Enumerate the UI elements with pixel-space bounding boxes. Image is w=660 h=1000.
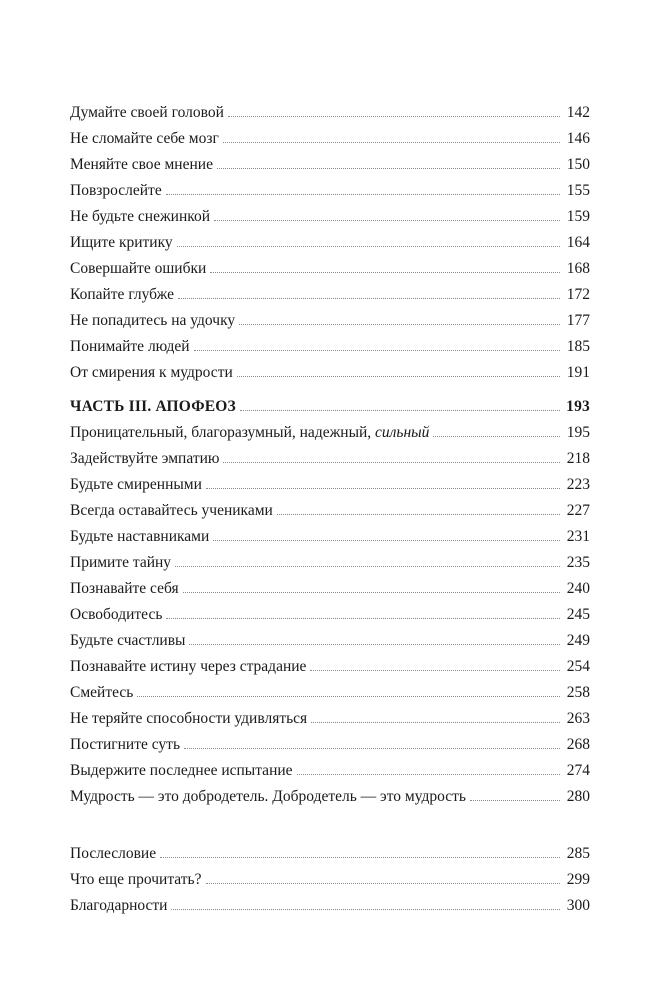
dot-leader <box>177 246 560 247</box>
toc-entry[interactable] <box>70 680 590 706</box>
toc-entry-page: 285 <box>566 845 590 862</box>
toc-entry-title: От смирения к мудрости <box>70 364 233 381</box>
dot-leader <box>189 644 560 645</box>
toc-entry-page: 299 <box>566 871 590 888</box>
toc-entry[interactable] <box>70 654 590 680</box>
dot-leader <box>310 670 560 671</box>
toc-entry-title: Совершайте ошибки <box>70 260 207 277</box>
toc-entry[interactable] <box>70 178 590 204</box>
toc-entry-page: 258 <box>566 684 590 701</box>
toc-entry-page: 218 <box>566 450 590 467</box>
toc-entry-page: 142 <box>566 104 590 121</box>
table-of-contents <box>70 100 590 919</box>
toc-entry-page: 249 <box>566 632 590 649</box>
toc-entry[interactable] <box>70 841 590 867</box>
dot-leader <box>228 116 560 117</box>
dot-leader <box>184 748 560 749</box>
part-heading[interactable] <box>70 394 590 420</box>
toc-entry[interactable] <box>70 472 590 498</box>
toc-entry-page: 172 <box>566 286 590 303</box>
toc-entry-page: 146 <box>566 130 590 147</box>
toc-entry-title: Благодарности <box>70 897 168 914</box>
toc-entry[interactable] <box>70 784 590 810</box>
toc-entry-page: 268 <box>566 736 590 753</box>
toc-entry[interactable] <box>70 602 590 628</box>
dot-leader <box>237 376 560 377</box>
toc-entry-title: Смейтесь <box>70 684 134 701</box>
dot-leader <box>217 168 560 169</box>
dot-leader <box>240 410 560 411</box>
toc-entry-title: Познавайте себя <box>70 580 179 597</box>
toc-section-part-3 <box>70 394 590 810</box>
toc-entry-title: Будьте счастливы <box>70 632 186 649</box>
toc-entry[interactable] <box>70 152 590 178</box>
dot-leader <box>297 774 560 775</box>
toc-entry-page: 274 <box>566 762 590 779</box>
toc-entry-page: 168 <box>566 260 590 277</box>
toc-entry[interactable] <box>70 867 590 893</box>
dot-leader <box>166 618 560 619</box>
toc-entry-page: 227 <box>566 502 590 519</box>
toc-entry[interactable] <box>70 732 590 758</box>
toc-entry-title: Будьте смиренными <box>70 476 202 493</box>
toc-entry-title: Понимайте людей <box>70 338 190 355</box>
toc-entry-page: 155 <box>566 182 590 199</box>
toc-entry-title: Всегда оставайтесь учениками <box>70 502 273 519</box>
toc-entry-title: Освободитесь <box>70 606 163 623</box>
dot-leader <box>206 883 561 884</box>
toc-entry-page: 231 <box>566 528 590 545</box>
toc-entry-title: Что еще прочитать? <box>70 871 202 888</box>
dot-leader <box>183 592 560 593</box>
toc-entry-page: 223 <box>566 476 590 493</box>
toc-entry[interactable] <box>70 550 590 576</box>
toc-entry-page: 235 <box>566 554 590 571</box>
toc-entry[interactable] <box>70 893 590 919</box>
toc-entry[interactable] <box>70 420 590 446</box>
toc-entry-title: Думайте своей головой <box>70 104 224 121</box>
dot-leader <box>214 220 560 221</box>
toc-entry-page: 177 <box>566 312 590 329</box>
toc-section-back-matter <box>70 841 590 919</box>
dot-leader <box>433 436 560 437</box>
toc-entry[interactable] <box>70 758 590 784</box>
toc-entry[interactable] <box>70 334 590 360</box>
toc-entry-title: Задействуйте эмпатию <box>70 450 220 467</box>
section-spacer <box>70 386 590 394</box>
toc-entry-title-text: Проницательный, благоразумный, надежный, <box>70 424 376 441</box>
toc-entry-title <box>70 420 433 446</box>
toc-entry[interactable] <box>70 498 590 524</box>
dot-leader <box>166 194 560 195</box>
toc-entry-page: 150 <box>566 156 590 173</box>
dot-leader <box>277 514 560 515</box>
section-spacer <box>70 810 590 841</box>
dot-leader <box>178 298 560 299</box>
toc-entry[interactable] <box>70 706 590 732</box>
toc-entry-page: 240 <box>566 580 590 597</box>
toc-entry-page: 159 <box>566 208 590 225</box>
dot-leader <box>175 566 560 567</box>
toc-entry-title: Познавайте истину через страдание <box>70 658 307 675</box>
dot-leader <box>160 857 560 858</box>
toc-entry-title: Выдержите последнее испытание <box>70 762 293 779</box>
dot-leader <box>223 462 560 463</box>
dot-leader <box>171 909 560 910</box>
toc-entry-page: 280 <box>566 788 590 805</box>
toc-entry[interactable] <box>70 282 590 308</box>
dot-leader <box>470 800 560 801</box>
toc-entry[interactable] <box>70 100 590 126</box>
dot-leader <box>213 540 560 541</box>
toc-entry[interactable] <box>70 628 590 654</box>
dot-leader <box>206 488 560 489</box>
toc-entry[interactable] <box>70 524 590 550</box>
toc-entry-title: Ищите критику <box>70 234 173 251</box>
toc-entry[interactable] <box>70 576 590 602</box>
toc-entry-page: 263 <box>566 710 590 727</box>
toc-entry-page: 185 <box>566 338 590 355</box>
dot-leader <box>137 696 560 697</box>
toc-entry-title: Будьте наставниками <box>70 528 210 545</box>
part-heading-page: 193 <box>566 398 590 415</box>
toc-entry-page: 245 <box>566 606 590 623</box>
toc-section-1 <box>70 100 590 386</box>
toc-entry-page: 254 <box>566 658 590 675</box>
toc-entry[interactable] <box>70 126 590 152</box>
toc-entry-page: 164 <box>566 234 590 251</box>
dot-leader <box>239 324 560 325</box>
toc-entry-title-emphasis: сильный <box>375 424 430 441</box>
toc-entry-title: Не будьте снежинкой <box>70 208 211 225</box>
part-heading-title: ЧАСТЬ III. АПОФЕОЗ <box>70 398 236 415</box>
dot-leader <box>311 722 560 723</box>
toc-entry-title: Повзрослейте <box>70 182 162 199</box>
dot-leader <box>194 350 560 351</box>
toc-entry-page: 300 <box>566 897 590 914</box>
toc-entry-title: Постигните суть <box>70 736 181 753</box>
toc-entry-title: Не попадитесь на удочку <box>70 312 236 329</box>
toc-entry-title: Послесловие <box>70 845 157 862</box>
dot-leader <box>223 142 560 143</box>
toc-entry-title: Примите тайну <box>70 554 172 571</box>
toc-entry-title: Не сломайте себе мозг <box>70 130 219 147</box>
toc-entry-title: Не теряйте способности удивляться <box>70 710 308 727</box>
toc-entry-page: 195 <box>566 424 590 441</box>
dot-leader <box>210 272 560 273</box>
toc-entry[interactable] <box>70 446 590 472</box>
toc-entry[interactable] <box>70 308 590 334</box>
toc-entry[interactable] <box>70 360 590 386</box>
toc-entry-title: Копайте глубже <box>70 286 175 303</box>
toc-entry-title: Мудрость — это добродетель. Добродетель — это мудрость <box>70 788 466 805</box>
toc-entry[interactable] <box>70 230 590 256</box>
toc-entry[interactable] <box>70 204 590 230</box>
toc-entry[interactable] <box>70 256 590 282</box>
toc-entry-page: 191 <box>566 364 590 381</box>
toc-entry-title: Меняйте свое мнение <box>70 156 213 173</box>
